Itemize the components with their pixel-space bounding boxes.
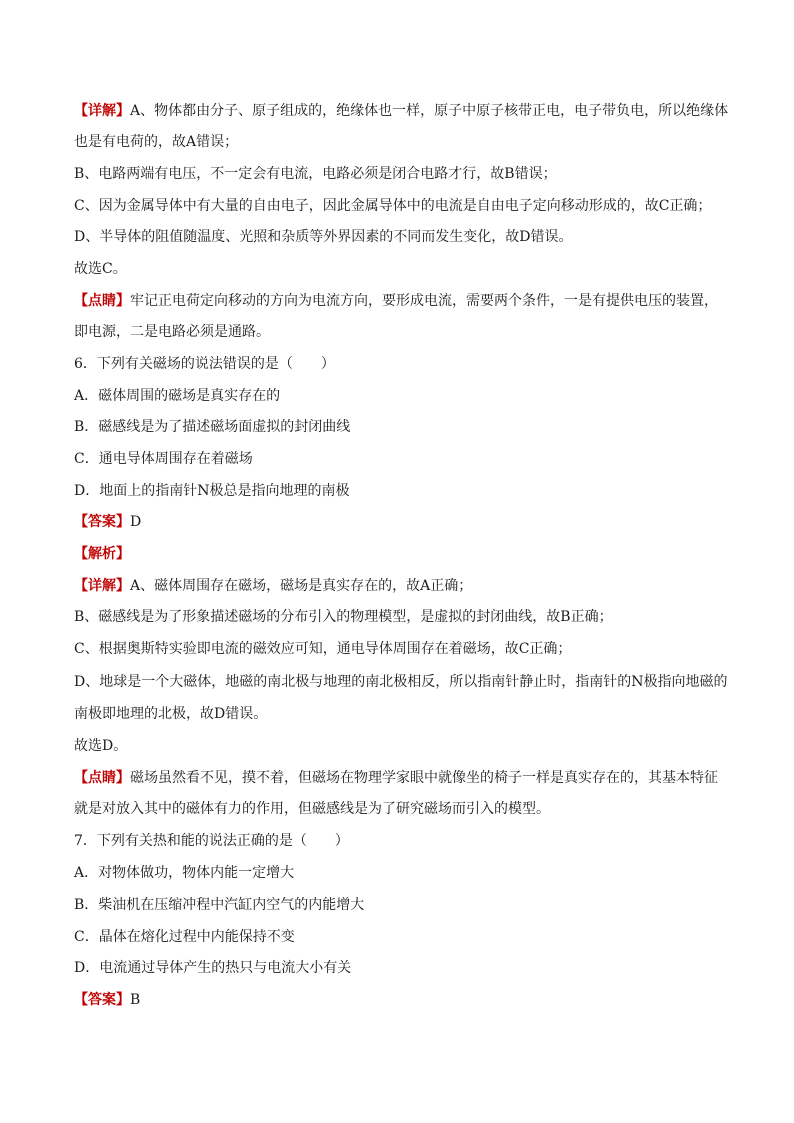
line-text: 磁场虽然看不见，摸不着，但磁场在物理学家眼中就像坐的椅子一样是真实存在的，其基本特征 [130, 770, 718, 786]
text-line [74, 769, 734, 787]
line-text: A．磁体周围的磁场是真实存在的 [74, 388, 281, 404]
line-text: B．磁感线是为了描述磁场面虚拟的封闭曲线 [74, 419, 351, 435]
line-text: 南极即地理的北极，故D错误。 [74, 706, 268, 722]
text-line [74, 102, 734, 120]
line-text: A、物体都由分子、原子组成的，绝缘体也一样，原子中原子核带正电，电子带负电，所以绝缘体 [130, 103, 729, 119]
text-line [74, 260, 734, 278]
section-tag: 【点睛】 [74, 770, 130, 786]
question-stem [74, 355, 734, 373]
text-line [74, 323, 734, 341]
line-text: 就是对放入其中的磁体有力的作用，但磁感线是为了研究磁场而引入的模型。 [74, 801, 550, 817]
line-text: D、地球是一个大磁体，地磁的南北极与地理的南北极相反，所以指南针静止时，指南针的N极指向地磁的 [74, 674, 728, 690]
line-text: C、因为金属导体中有大量的自由电子，因此金属导体中的电流是自由电子定向移动形成的，故C正确； [74, 198, 712, 214]
line-text: D [130, 514, 142, 530]
option-line [74, 387, 734, 405]
answer-line [74, 991, 734, 1009]
answer-line [74, 513, 734, 531]
line-text: B．柴油机在压缩冲程中汽缸内空气的内能增大 [74, 897, 365, 913]
line-text: 即电源，二是电路必须是通路。 [74, 324, 270, 340]
text-line [74, 577, 734, 595]
text-line [74, 640, 734, 658]
section-tag: 【详解】 [74, 578, 130, 594]
text-line [74, 800, 734, 818]
line-text: 也是有电荷的，故A错误； [74, 134, 239, 150]
text-line [74, 228, 734, 246]
section-tag: 【点睛】 [74, 293, 130, 309]
text-line [74, 165, 734, 183]
option-line [74, 418, 734, 436]
text-line [74, 737, 734, 755]
text-line [74, 705, 734, 723]
text-line [74, 133, 734, 151]
line-text: B、电路两端有电压，不一定会有电流，电路必须是闭合电路才行，故B错误； [74, 166, 557, 182]
line-text: 牢记正电荷定向移动的方向为电流方向，要形成电流，需要两个条件，一是有提供电压的装置， [130, 293, 718, 309]
option-line [74, 450, 734, 468]
line-text: B、磁感线是为了形象描述磁场的分布引入的物理模型，是虚拟的封闭曲线，故B正确； [74, 609, 613, 625]
line-text: C、根据奥斯特实验即电流的磁效应可知，通电导体周围存在着磁场，故C正确； [74, 641, 572, 657]
line-text: A、磁体周围存在磁场，磁场是真实存在的，故A正确； [130, 578, 473, 594]
line-text: D．电流通过导体产生的热只与电流大小有关 [74, 960, 352, 976]
text-line [74, 673, 734, 691]
text-line [74, 197, 734, 215]
line-text: 故选D。 [74, 738, 128, 754]
text-line [74, 292, 734, 310]
line-text: 7．下列有关热和能的说法正确的是（ ） [74, 833, 349, 849]
line-text: C．晶体在熔化过程中内能保持不变 [74, 929, 295, 945]
line-text: 6．下列有关磁场的说法错误的是（ ） [74, 356, 335, 372]
option-line [74, 928, 734, 946]
option-line [74, 896, 734, 914]
text-line [74, 608, 734, 626]
section-tag: 【答案】 [74, 992, 130, 1008]
line-text: 故选C。 [74, 261, 127, 277]
section-tag: 【详解】 [74, 103, 130, 119]
option-line [74, 959, 734, 977]
option-line [74, 482, 734, 500]
line-text: D．地面上的指南针N极总是指向地理的南极 [74, 483, 350, 499]
question-stem [74, 832, 734, 850]
section-tag: 【解析】 [74, 546, 130, 562]
line-text: D、半导体的阻值随温度、光照和杂质等外界因素的不同而发生变化，故D错误。 [74, 229, 573, 245]
option-line [74, 864, 734, 882]
line-text: C．通电导体周围存在着磁场 [74, 451, 253, 467]
line-text: B [130, 992, 141, 1008]
analysis-heading [74, 545, 734, 563]
section-tag: 【答案】 [74, 514, 130, 530]
line-text: A．对物体做功，物体内能一定增大 [74, 865, 295, 881]
